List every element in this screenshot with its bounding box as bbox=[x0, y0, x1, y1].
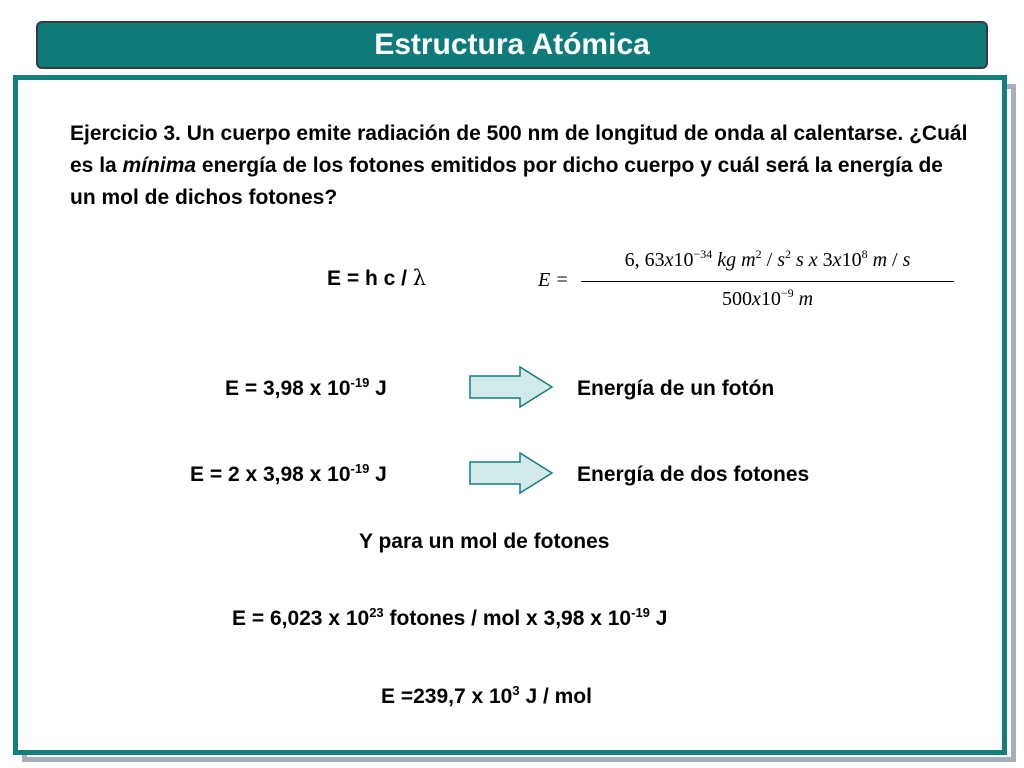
num-slash-2: / bbox=[887, 249, 903, 271]
mol-energy-equation bbox=[232, 607, 667, 631]
mol-eq-part-a: E = 6,023 x 10 bbox=[232, 607, 370, 630]
avogadro-exponent: 23 bbox=[369, 605, 384, 620]
slide-title: Estructura Atómica bbox=[374, 28, 650, 61]
num-three: 3 bbox=[822, 249, 833, 271]
photon-energy-label: Energía de un fotón bbox=[577, 377, 775, 400]
slide-title-bar bbox=[36, 21, 988, 69]
num-exponent-2: 8 bbox=[861, 247, 868, 261]
den-times: x bbox=[751, 288, 761, 310]
num-kg: kg bbox=[712, 249, 742, 271]
fraction-denominator bbox=[581, 288, 954, 311]
exercise-text-end: energía de los fotones emitidos por dicho cuerpo y cuál será la energía de un mol de dichos fotones? bbox=[70, 154, 943, 209]
right-arrow-icon bbox=[466, 365, 556, 409]
photon-exponent: -19 bbox=[631, 605, 650, 620]
energy-formula bbox=[327, 266, 426, 291]
mol-result-exponent: 3 bbox=[512, 683, 520, 698]
energy-formula-text: E = h c / bbox=[327, 267, 413, 290]
den-m: m bbox=[793, 288, 814, 310]
fraction-bar bbox=[581, 281, 954, 282]
mol-eq-part-c: J bbox=[649, 607, 668, 630]
num-times-1: x bbox=[664, 249, 674, 271]
den-base: 10 bbox=[760, 288, 781, 310]
den-exponent: −9 bbox=[780, 286, 794, 300]
photon-energy-unit: J bbox=[369, 377, 387, 400]
num-s-2: s bbox=[790, 249, 804, 271]
mol-heading: Y para un mol de fotones bbox=[359, 530, 610, 553]
energy-fraction bbox=[538, 244, 958, 320]
exercise-text-start: Ejercicio 3. Un cuerpo emite radiación de 500 nm de longitud de onda al calentarse. ¿Cuál es la bbox=[70, 122, 968, 177]
num-m-exponent: 2 bbox=[755, 247, 762, 261]
num-m: m bbox=[741, 249, 756, 271]
num-times-3: x bbox=[832, 249, 842, 271]
num-times-2: x bbox=[803, 249, 823, 271]
lambda-symbol: λ bbox=[412, 266, 427, 290]
photon-energy-value: E = 3,98 x 10 bbox=[225, 377, 351, 400]
num-base-2: 10 bbox=[841, 249, 862, 271]
exercise-statement bbox=[70, 118, 970, 214]
mol-eq-part-b: fotones / mol x 3,98 x 10 bbox=[383, 607, 632, 630]
two-photon-energy-value: E = 2 x 3,98 x 10 bbox=[190, 463, 351, 486]
num-m-2: m bbox=[867, 249, 888, 271]
mol-result-unit: J / mol bbox=[519, 685, 592, 708]
num-coefficient: 6, 63 bbox=[624, 249, 665, 271]
num-s: s bbox=[777, 249, 785, 271]
num-s-3: s bbox=[902, 249, 911, 271]
exercise-emphasis: mínima bbox=[122, 154, 197, 177]
mol-energy-result bbox=[381, 685, 592, 709]
num-s-exponent: 2 bbox=[784, 247, 791, 261]
two-photon-energy-unit: J bbox=[369, 463, 387, 486]
right-arrow-icon bbox=[466, 451, 556, 495]
fraction-lhs: E = bbox=[538, 269, 569, 291]
num-slash-1: / bbox=[761, 249, 778, 271]
fraction-numerator bbox=[581, 249, 954, 272]
mol-result-value: E =239,7 x 10 bbox=[381, 685, 513, 708]
two-photon-energy-label: Energía de dos fotones bbox=[577, 463, 810, 486]
two-photon-energy-exponent: -19 bbox=[350, 461, 370, 476]
photon-energy-result bbox=[225, 377, 387, 401]
num-exponent-1: −34 bbox=[693, 247, 713, 261]
two-photon-energy-result bbox=[190, 463, 387, 487]
den-coefficient: 500 bbox=[721, 288, 752, 310]
photon-energy-exponent: -19 bbox=[350, 375, 370, 390]
num-base-1: 10 bbox=[673, 249, 694, 271]
